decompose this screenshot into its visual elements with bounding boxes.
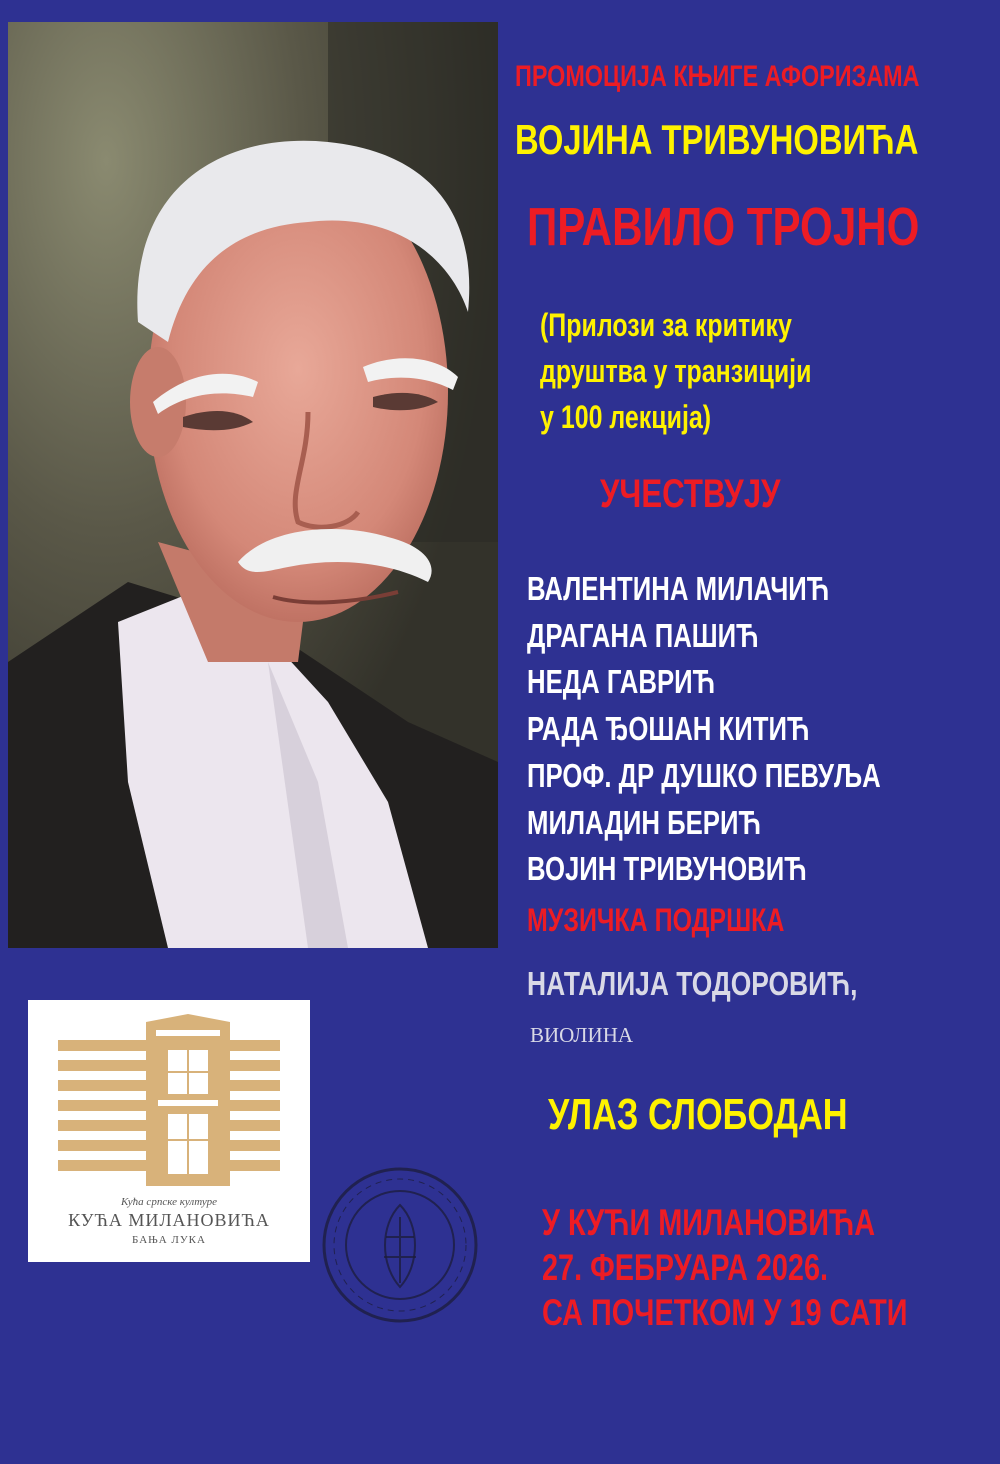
logo-caption-line2: КУЋА МИЛАНОВИЋА [68,1210,270,1230]
participant-name: ВАЛЕНТИНА МИЛАЧИЋ [527,570,830,607]
participants-list [527,566,881,893]
music-label: МУЗИЧКА ПОДРШКА [527,902,785,938]
entry-free: УЛАЗ СЛОБОДАН [548,1090,848,1139]
subtitle-line: (Прилози за критику [540,307,792,343]
book-subtitle [540,302,811,440]
author-name: ВОЈИНА ТРИВУНОВИЋА [515,116,919,163]
book-title: ПРАВИЛО ТРОЈНО [527,197,920,257]
venue-details [542,1200,907,1335]
building-logo-icon [28,1000,310,1200]
venue-line: У КУЋИ МИЛАНОВИЋА [542,1202,876,1243]
venue-line: СА ПОЧЕТКОМ У 19 САТИ [542,1292,908,1333]
headline-line1: ПРОМОЦИЈА КЊИГЕ АФОРИЗАМА [515,60,920,93]
logo-caption-line1: Кућа српске културе [120,1196,218,1208]
venue-line: 27. ФЕБРУАРА 2026. [542,1247,829,1288]
kuca-milanovica-logo [28,1000,310,1262]
participant-name: ПРОФ. ДР ДУШКО ПЕВУЉА [527,756,881,794]
musician-name: НАТАЛИЈА ТОДОРОВИЋ, [527,965,858,1002]
subtitle-line: друштва у транзицији [540,353,812,389]
author-portrait [8,22,498,948]
seal-stamp-icon [320,1165,480,1325]
subtitle-line: у 100 лекција) [540,399,712,435]
participant-name: РАДА ЂОШАН КИТИЋ [527,710,810,748]
participants-label: УЧЕСТВУЈУ [600,472,781,516]
participant-name: НЕДА ГАВРИЋ [527,663,716,701]
participant-name: ВОЈИН ТРИВУНОВИЋ [527,850,807,888]
participant-name: ДРАГАНА ПАШИЋ [527,616,759,654]
logo-caption-line3: БАЊА ЛУКА [132,1234,206,1246]
instrument: ВИОЛИНА [530,1023,634,1047]
participant-name: МИЛАДИН БЕРИЋ [527,803,761,841]
